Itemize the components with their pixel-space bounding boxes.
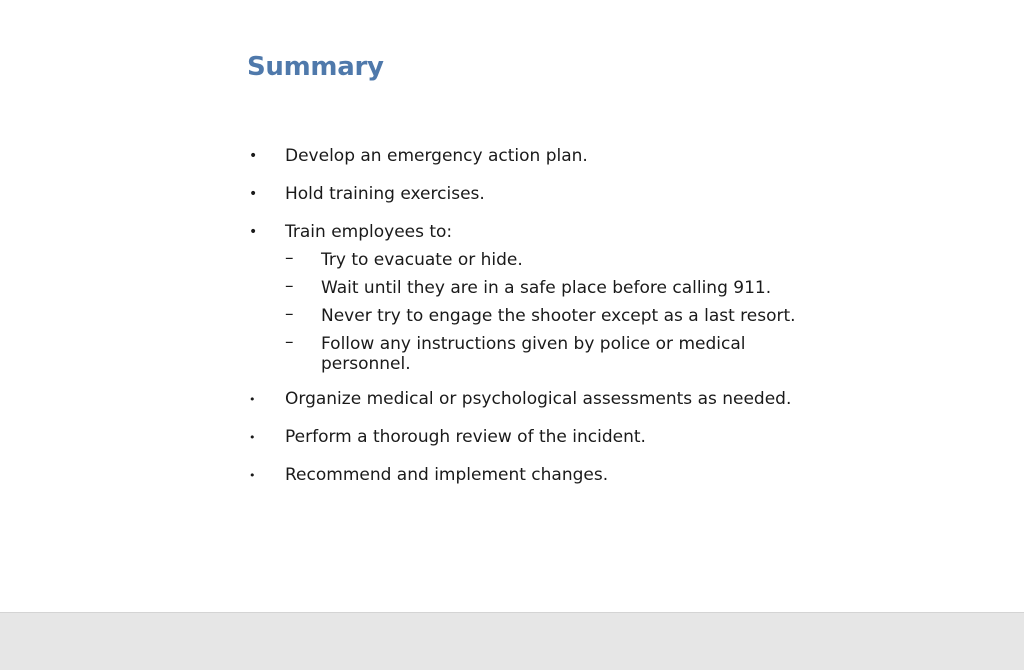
sub-bullet-list bbox=[285, 250, 809, 374]
bullet-icon: • bbox=[249, 469, 256, 482]
sub-bullet-text: Follow any instructions given by police or medical personnel. bbox=[321, 334, 746, 374]
sub-bullet-text: Wait until they are in a safe place before calling 911. bbox=[321, 278, 772, 298]
footer-bar bbox=[0, 612, 1024, 670]
sub-list-item bbox=[285, 278, 809, 298]
bullet-icon: • bbox=[249, 224, 258, 240]
dash-icon: – bbox=[285, 248, 294, 268]
bullet-icon: • bbox=[249, 431, 256, 444]
slide-title: Summary bbox=[247, 52, 384, 82]
bullet-text: Perform a thorough review of the incident. bbox=[285, 427, 646, 447]
bullet-list bbox=[249, 146, 809, 503]
bullet-icon: • bbox=[249, 393, 256, 406]
dash-icon: – bbox=[285, 332, 294, 352]
sub-list-item bbox=[285, 306, 809, 326]
list-item bbox=[249, 389, 809, 410]
bullet-text: Train employees to: bbox=[285, 222, 453, 242]
bullet-text: Organize medical or psychological assessments as needed. bbox=[285, 389, 792, 409]
sub-list-item bbox=[285, 334, 809, 374]
dash-icon: – bbox=[285, 304, 294, 324]
dash-icon: – bbox=[285, 276, 294, 296]
list-item bbox=[249, 184, 809, 205]
bullet-text: Hold training exercises. bbox=[285, 184, 485, 204]
bullet-text: Develop an emergency action plan. bbox=[285, 146, 588, 166]
list-item bbox=[249, 465, 809, 486]
list-item bbox=[249, 146, 809, 167]
list-item bbox=[249, 427, 809, 448]
sub-list-item bbox=[285, 250, 809, 270]
list-item bbox=[249, 222, 809, 374]
bullet-icon: • bbox=[249, 186, 258, 202]
bullet-text: Recommend and implement changes. bbox=[285, 465, 609, 485]
sub-bullet-text: Never try to engage the shooter except as a last resort. bbox=[321, 306, 796, 326]
bullet-icon: • bbox=[249, 148, 258, 164]
sub-bullet-text: Try to evacuate or hide. bbox=[321, 250, 523, 270]
